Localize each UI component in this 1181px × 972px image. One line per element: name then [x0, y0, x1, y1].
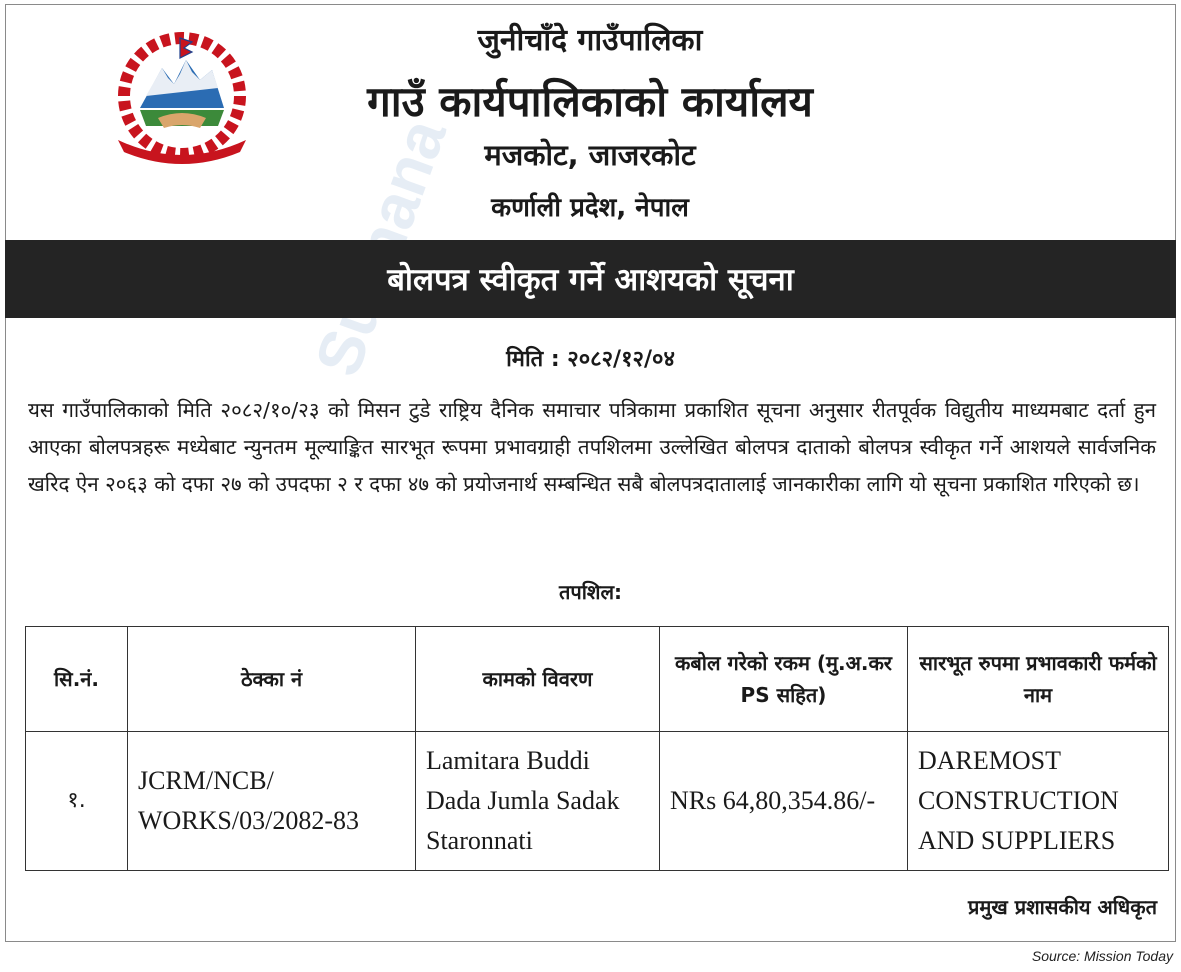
cell-sn: १.	[26, 732, 128, 871]
cell-work-desc: Lamitara Buddi Dada Jumla Sadak Staronnati	[416, 732, 660, 871]
schedule-label: तपशिल:	[558, 580, 623, 604]
award-table	[25, 626, 1169, 871]
col-header-contract-no: ठेक्का नं	[128, 627, 416, 732]
cell-firm: DAREMOST CONSTRUCTION AND SUPPLIERS	[908, 732, 1169, 871]
table-header-row	[26, 627, 1169, 732]
cell-amount: NRs 64,80,354.86/-	[660, 732, 908, 871]
office-location: मजकोट, जाजरकोट	[484, 138, 696, 172]
office-name: गाउँ कार्यपालिकाको कार्यालय	[367, 77, 813, 126]
notice-title: बोलपत्र स्वीकृत गर्ने आशयको सूचना	[387, 262, 794, 298]
cell-contract-no: JCRM/NCB/ WORKS/03/2082-83	[128, 732, 416, 871]
notice-body: यस गाउँपालिकाको मिति २०८२/१०/२३ को मिसन टुडे राष्ट्रिय दैनिक समाचार पत्रिकामा प्रकाशित सूचना अनुसार रीतपूर्वक विद्युतीय माध्यमबाट दर्ता हुन आएका बोलपत्रहरू मध्येबाट न्युनतम मूल्याङ्कित सारभूत रूपमा प्रभावग्राही तपशिलमा उल्लेखित बोलपत्र दाताको बोलपत्र स्वीकृत गर्ने आशयले सार्वजनिक खरिद ऐन २०६३ को दफा २७ को उपदफा २ र दफा ४७ को प्रयोजनार्थ सम्बन्धित सबै बोलपत्रदातालाई जानकारीका लागि यो सूचना प्रकाशित गरिएको छ।	[28, 398, 1156, 496]
municipality-name: जुनीचाँदे गाउँपालिका	[477, 23, 703, 58]
notice-title-banner	[5, 240, 1176, 318]
province-country: कर्णाली प्रदेश, नेपाल	[491, 193, 689, 223]
col-header-firm: सारभूत रुपमा प्रभावकारी फर्मको नाम	[908, 627, 1169, 732]
signature-title: प्रमुख प्रशासकीय अधिकृत	[968, 895, 1157, 919]
nepal-emblem-icon	[100, 30, 265, 170]
table-row	[26, 732, 1169, 871]
source-credit: Source: Mission Today	[1031, 948, 1173, 964]
col-header-amount: कबोल गरेको रकम (मु.अ.कर PS सहित)	[660, 627, 908, 732]
col-header-sn: सि.नं.	[26, 627, 128, 732]
notice-date: मिति : २०८२/१२/०४	[506, 347, 675, 372]
col-header-work-desc: कामको विवरण	[416, 627, 660, 732]
